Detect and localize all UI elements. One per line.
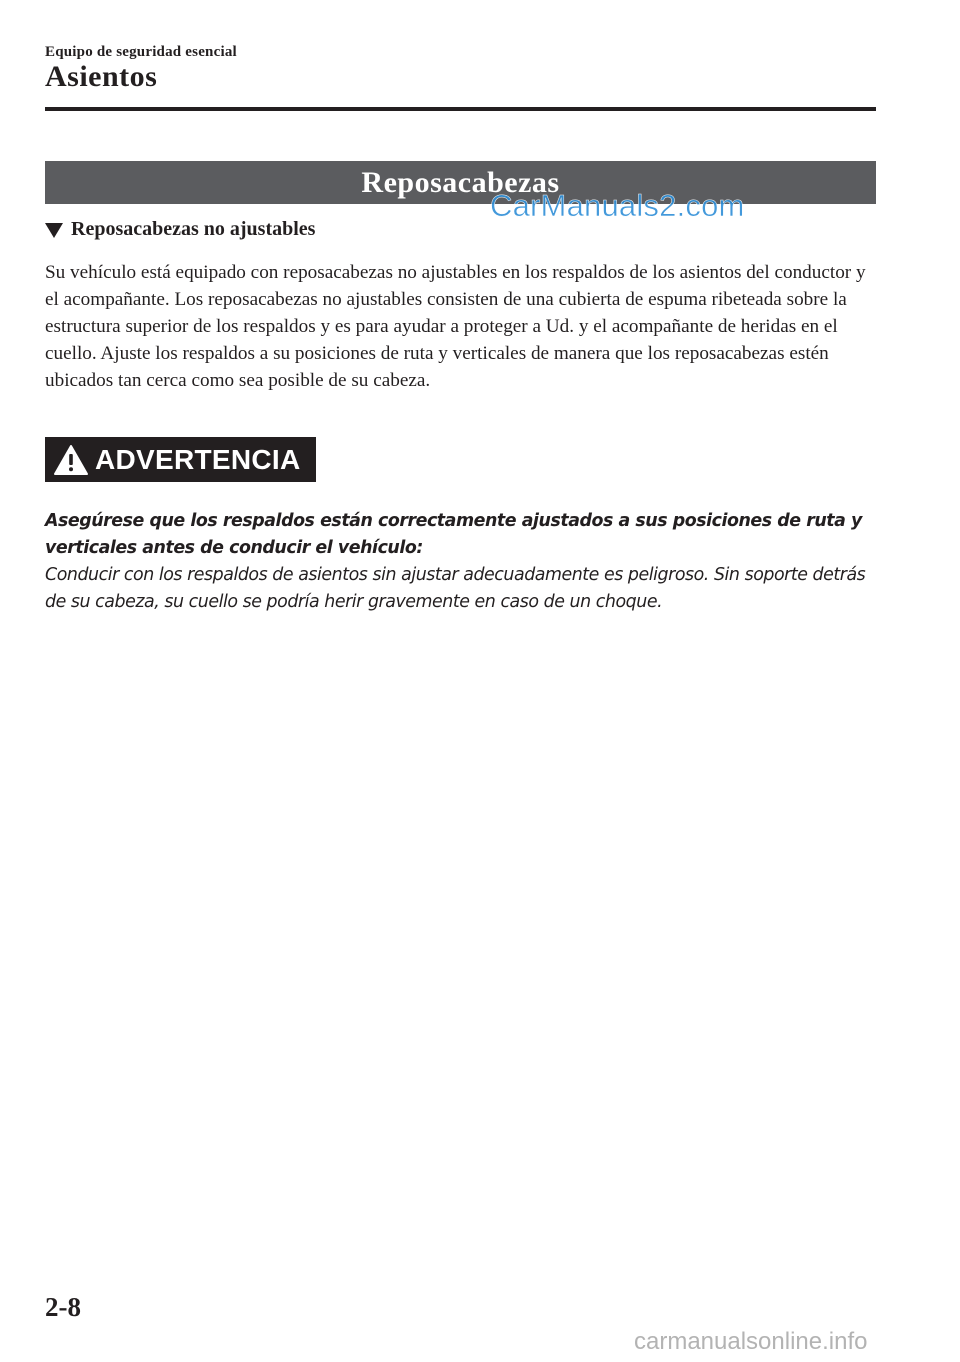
subsection-heading [45,218,315,241]
header-divider [45,107,876,111]
subsection-title: Reposacabezas no ajustables [71,218,316,240]
section-title: Asientos [45,60,158,93]
footer-site-link[interactable]: carmanualsonline.info [634,1328,868,1355]
warning-bold-text: Asegúrese que los respaldos están correctamente ajustados a sus posiciones de ruta y verticales antes de conducir el vehículo: [45,511,862,558]
warning-header [45,437,316,482]
body-paragraph: Su vehículo está equipado con reposacabezas no ajustables en los respaldos de los asientos del conductor y el acompañante. Los reposacabezas no ajustables consisten de una cubierta de espuma ribeteada sobre la estructura superior de los respaldos y es para ayudar a proteger a Ud. y el acompañante de heridas en el cuello. Ajuste los respaldos a su posiciones de ruta y verticales de manera que los reposacabezas estén ubicados tan cerca como sea posible de su cabeza. [45,262,866,391]
warning-label: ADVERTENCIA [95,443,301,475]
warning-body [45,508,876,616]
banner-title: Reposacabezas [361,166,560,199]
chapter-label: Equipo de seguridad esencial [45,44,237,60]
topic-banner [45,161,876,204]
watermark: CarManuals2.com [490,188,745,223]
warning-triangle-icon [53,444,89,476]
page-number: 2-8 [45,1292,81,1322]
triangle-down-icon [45,223,63,238]
warning-detail-text: Conducir con los respaldos de asientos sin ajustar adecuadamente es peligroso. Sin soporte detrás de su cabeza, su cuello se podría herir gravemente en caso de un choque. [45,565,866,612]
